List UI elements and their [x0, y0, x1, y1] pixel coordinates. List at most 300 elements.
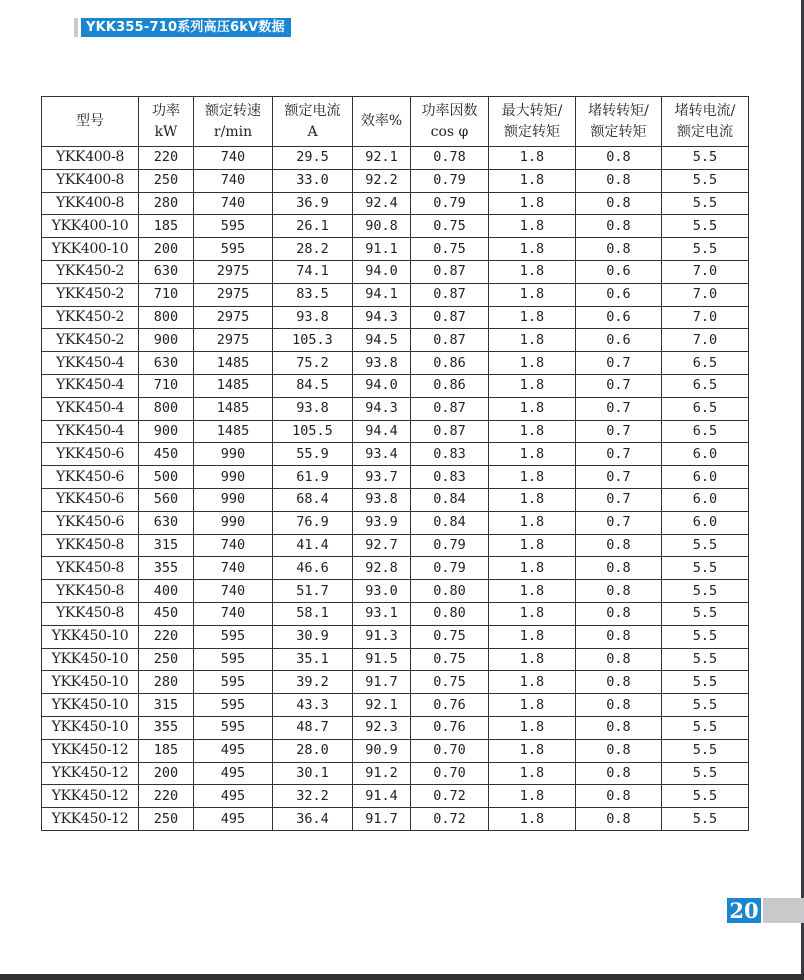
cell-max-torque-ratio: 1.8: [489, 716, 576, 739]
cell-power: 280: [139, 671, 194, 694]
cell-power: 710: [139, 374, 194, 397]
cell-locked-current-ratio: 6.0: [662, 466, 749, 489]
cell-locked-current-ratio: 5.5: [662, 580, 749, 603]
cell-rated-speed: 2975: [194, 260, 273, 283]
cell-power-factor: 0.70: [411, 762, 489, 785]
page-footer: [727, 898, 804, 923]
table-row: [42, 785, 749, 808]
table-row: [42, 625, 749, 648]
table-row: [42, 671, 749, 694]
cell-rated-speed: 2975: [194, 306, 273, 329]
cell-rated-speed: 495: [194, 808, 273, 831]
cell-efficiency: 92.2: [353, 169, 411, 192]
cell-power: 400: [139, 580, 194, 603]
cell-locked-torque-ratio: 0.8: [576, 147, 662, 170]
cell-max-torque-ratio: 1.8: [489, 260, 576, 283]
cell-max-torque-ratio: 1.8: [489, 169, 576, 192]
cell-locked-current-ratio: 5.5: [662, 192, 749, 215]
cell-model: YKK450-8: [42, 557, 139, 580]
cell-rated-current: 105.3: [273, 329, 353, 352]
cell-rated-current: 29.5: [273, 147, 353, 170]
cell-efficiency: 91.5: [353, 648, 411, 671]
table-row: [42, 260, 749, 283]
cell-model: YKK450-10: [42, 671, 139, 694]
cell-efficiency: 94.4: [353, 420, 411, 443]
cell-locked-torque-ratio: 0.6: [576, 283, 662, 306]
cell-rated-current: 84.5: [273, 374, 353, 397]
cell-power: 220: [139, 625, 194, 648]
cell-rated-speed: 740: [194, 192, 273, 215]
table-row: [42, 147, 749, 170]
cell-locked-current-ratio: 5.5: [662, 147, 749, 170]
cell-rated-current: 35.1: [273, 648, 353, 671]
table-row: [42, 397, 749, 420]
cell-power-factor: 0.83: [411, 443, 489, 466]
cell-max-torque-ratio: 1.8: [489, 648, 576, 671]
column-header-line1: 堵转电流/: [674, 102, 736, 119]
cell-power: 185: [139, 215, 194, 238]
cell-model: YKK400-10: [42, 238, 139, 261]
cell-model: YKK450-4: [42, 397, 139, 420]
cell-efficiency: 94.0: [353, 260, 411, 283]
cell-rated-current: 83.5: [273, 283, 353, 306]
cell-locked-current-ratio: 6.5: [662, 352, 749, 375]
cell-max-torque-ratio: 1.8: [489, 808, 576, 831]
cell-locked-current-ratio: 6.0: [662, 488, 749, 511]
cell-model: YKK450-10: [42, 648, 139, 671]
cell-rated-current: 39.2: [273, 671, 353, 694]
cell-rated-current: 58.1: [273, 602, 353, 625]
cell-power-factor: 0.80: [411, 602, 489, 625]
cell-power-factor: 0.79: [411, 192, 489, 215]
cell-power-factor: 0.75: [411, 238, 489, 261]
cell-power: 900: [139, 329, 194, 352]
cell-rated-current: 55.9: [273, 443, 353, 466]
table-row: [42, 716, 749, 739]
cell-locked-current-ratio: 7.0: [662, 283, 749, 306]
cell-locked-current-ratio: 5.5: [662, 762, 749, 785]
cell-locked-torque-ratio: 0.8: [576, 192, 662, 215]
cell-efficiency: 94.3: [353, 397, 411, 420]
cell-rated-current: 30.1: [273, 762, 353, 785]
cell-rated-current: 74.1: [273, 260, 353, 283]
table-header-row: [42, 97, 749, 147]
column-header-line1: 额定电流: [284, 102, 341, 119]
cell-efficiency: 92.3: [353, 716, 411, 739]
cell-power: 800: [139, 306, 194, 329]
cell-locked-torque-ratio: 0.8: [576, 602, 662, 625]
cell-rated-current: 61.9: [273, 466, 353, 489]
cell-model: YKK450-8: [42, 602, 139, 625]
column-header-rated-current: [273, 97, 353, 147]
cell-rated-current: 93.8: [273, 397, 353, 420]
cell-rated-current: 28.0: [273, 739, 353, 762]
column-header-efficiency: [353, 97, 411, 147]
cell-power: 315: [139, 694, 194, 717]
column-header-line2: 额定转矩: [504, 123, 560, 140]
page-bottom-bar: [0, 974, 804, 980]
cell-locked-torque-ratio: 0.7: [576, 466, 662, 489]
cell-efficiency: 92.7: [353, 534, 411, 557]
table-body: [42, 147, 749, 831]
cell-locked-current-ratio: 5.5: [662, 238, 749, 261]
cell-max-torque-ratio: 1.8: [489, 511, 576, 534]
cell-model: YKK400-10: [42, 215, 139, 238]
cell-power-factor: 0.80: [411, 580, 489, 603]
column-header-power-factor: [411, 97, 489, 147]
cell-rated-speed: 740: [194, 534, 273, 557]
table-row: [42, 466, 749, 489]
cell-rated-current: 43.3: [273, 694, 353, 717]
cell-locked-current-ratio: 5.5: [662, 648, 749, 671]
cell-locked-torque-ratio: 0.8: [576, 625, 662, 648]
cell-power-factor: 0.75: [411, 215, 489, 238]
cell-power-factor: 0.87: [411, 397, 489, 420]
cell-model: YKK450-10: [42, 625, 139, 648]
cell-power: 710: [139, 283, 194, 306]
column-header-line2: 额定转矩: [590, 123, 647, 140]
cell-efficiency: 91.2: [353, 762, 411, 785]
table-row: [42, 808, 749, 831]
cell-rated-speed: 595: [194, 694, 273, 717]
table-row: [42, 306, 749, 329]
table-row: [42, 329, 749, 352]
cell-efficiency: 93.4: [353, 443, 411, 466]
cell-rated-speed: 1485: [194, 397, 273, 420]
cell-model: YKK450-10: [42, 716, 139, 739]
cell-locked-current-ratio: 5.5: [662, 169, 749, 192]
cell-power-factor: 0.76: [411, 694, 489, 717]
cell-rated-speed: 740: [194, 169, 273, 192]
cell-efficiency: 91.4: [353, 785, 411, 808]
cell-rated-speed: 740: [194, 557, 273, 580]
cell-locked-current-ratio: 6.0: [662, 443, 749, 466]
cell-max-torque-ratio: 1.8: [489, 238, 576, 261]
column-header-line1: 额定转速: [205, 102, 261, 119]
cell-rated-speed: 495: [194, 785, 273, 808]
cell-power-factor: 0.87: [411, 283, 489, 306]
cell-locked-torque-ratio: 0.8: [576, 808, 662, 831]
cell-locked-current-ratio: 5.5: [662, 671, 749, 694]
cell-power: 800: [139, 397, 194, 420]
cell-max-torque-ratio: 1.8: [489, 534, 576, 557]
cell-locked-torque-ratio: 0.8: [576, 215, 662, 238]
table-row: [42, 557, 749, 580]
column-header-line2: cos φ: [430, 123, 469, 140]
cell-power: 220: [139, 785, 194, 808]
cell-locked-torque-ratio: 0.8: [576, 557, 662, 580]
cell-rated-speed: 740: [194, 602, 273, 625]
table-row: [42, 352, 749, 375]
cell-power: 500: [139, 466, 194, 489]
cell-locked-current-ratio: 5.5: [662, 716, 749, 739]
cell-max-torque-ratio: 1.8: [489, 557, 576, 580]
cell-rated-current: 93.8: [273, 306, 353, 329]
cell-power: 200: [139, 762, 194, 785]
column-header-line2: 额定电流: [677, 123, 733, 140]
cell-max-torque-ratio: 1.8: [489, 694, 576, 717]
cell-model: YKK400-8: [42, 169, 139, 192]
cell-power-factor: 0.83: [411, 466, 489, 489]
cell-rated-speed: 595: [194, 671, 273, 694]
cell-efficiency: 93.8: [353, 352, 411, 375]
cell-locked-torque-ratio: 0.7: [576, 488, 662, 511]
cell-efficiency: 94.1: [353, 283, 411, 306]
cell-locked-torque-ratio: 0.8: [576, 739, 662, 762]
cell-max-torque-ratio: 1.8: [489, 420, 576, 443]
cell-power: 900: [139, 420, 194, 443]
table-row: [42, 443, 749, 466]
cell-rated-current: 41.4: [273, 534, 353, 557]
cell-locked-current-ratio: 6.0: [662, 511, 749, 534]
cell-rated-current: 76.9: [273, 511, 353, 534]
table-row: [42, 192, 749, 215]
cell-rated-current: 33.0: [273, 169, 353, 192]
cell-max-torque-ratio: 1.8: [489, 488, 576, 511]
cell-locked-torque-ratio: 0.8: [576, 580, 662, 603]
cell-efficiency: 92.8: [353, 557, 411, 580]
cell-efficiency: 90.8: [353, 215, 411, 238]
table-row: [42, 511, 749, 534]
cell-power-factor: 0.87: [411, 306, 489, 329]
cell-power-factor: 0.79: [411, 534, 489, 557]
page-number: 20: [727, 898, 761, 923]
cell-power-factor: 0.86: [411, 352, 489, 375]
cell-power-factor: 0.78: [411, 147, 489, 170]
cell-locked-current-ratio: 7.0: [662, 329, 749, 352]
cell-power-factor: 0.70: [411, 739, 489, 762]
column-header-model: [42, 97, 139, 147]
column-header-line1: 堵转转矩/: [588, 102, 649, 119]
cell-model: YKK450-10: [42, 694, 139, 717]
cell-locked-torque-ratio: 0.7: [576, 352, 662, 375]
cell-model: YKK450-12: [42, 762, 139, 785]
table-row: [42, 762, 749, 785]
column-header-locked-torque-ratio: [576, 97, 662, 147]
cell-rated-current: 32.2: [273, 785, 353, 808]
cell-locked-torque-ratio: 0.6: [576, 260, 662, 283]
column-header-line1: 功率: [152, 102, 180, 119]
cell-rated-speed: 990: [194, 511, 273, 534]
cell-max-torque-ratio: 1.8: [489, 215, 576, 238]
cell-rated-speed: 1485: [194, 420, 273, 443]
cell-efficiency: 92.4: [353, 192, 411, 215]
cell-power: 630: [139, 511, 194, 534]
table-row: [42, 420, 749, 443]
cell-max-torque-ratio: 1.8: [489, 329, 576, 352]
table-row: [42, 739, 749, 762]
cell-locked-torque-ratio: 0.8: [576, 671, 662, 694]
cell-power-factor: 0.87: [411, 260, 489, 283]
table-row: [42, 602, 749, 625]
cell-efficiency: 92.1: [353, 147, 411, 170]
cell-locked-current-ratio: 5.5: [662, 602, 749, 625]
motor-spec-table: [41, 96, 749, 831]
cell-model: YKK450-2: [42, 329, 139, 352]
cell-efficiency: 93.7: [353, 466, 411, 489]
cell-max-torque-ratio: 1.8: [489, 739, 576, 762]
cell-model: YKK450-2: [42, 260, 139, 283]
table-row: [42, 238, 749, 261]
table-row: [42, 648, 749, 671]
table-row: [42, 283, 749, 306]
column-header-line1: 功率因数: [421, 102, 478, 119]
cell-locked-current-ratio: 5.5: [662, 739, 749, 762]
cell-locked-torque-ratio: 0.8: [576, 785, 662, 808]
cell-power-factor: 0.87: [411, 420, 489, 443]
cell-locked-current-ratio: 5.5: [662, 215, 749, 238]
cell-efficiency: 94.5: [353, 329, 411, 352]
cell-locked-torque-ratio: 0.7: [576, 443, 662, 466]
cell-power-factor: 0.87: [411, 329, 489, 352]
column-header-line1: 型号: [76, 113, 104, 129]
cell-max-torque-ratio: 1.8: [489, 374, 576, 397]
cell-power-factor: 0.75: [411, 648, 489, 671]
cell-power: 250: [139, 648, 194, 671]
cell-locked-current-ratio: 5.5: [662, 534, 749, 557]
section-title: YKK355-710系列高压6kV数据: [81, 18, 291, 37]
cell-model: YKK400-8: [42, 147, 139, 170]
cell-locked-current-ratio: 6.5: [662, 397, 749, 420]
cell-rated-speed: 495: [194, 762, 273, 785]
column-header-line2: A: [307, 123, 318, 140]
cell-rated-speed: 595: [194, 648, 273, 671]
column-header-max-torque-ratio: [489, 97, 576, 147]
cell-max-torque-ratio: 1.8: [489, 192, 576, 215]
cell-power: 250: [139, 169, 194, 192]
cell-locked-torque-ratio: 0.8: [576, 694, 662, 717]
cell-power-factor: 0.86: [411, 374, 489, 397]
table-row: [42, 534, 749, 557]
cell-power: 280: [139, 192, 194, 215]
cell-model: YKK450-6: [42, 466, 139, 489]
cell-model: YKK450-4: [42, 420, 139, 443]
column-header-line1: 效率%: [360, 113, 403, 129]
cell-locked-current-ratio: 5.5: [662, 625, 749, 648]
column-header-line2: r/min: [213, 123, 253, 140]
cell-max-torque-ratio: 1.8: [489, 306, 576, 329]
cell-power-factor: 0.72: [411, 808, 489, 831]
cell-efficiency: 91.7: [353, 808, 411, 831]
cell-locked-torque-ratio: 0.8: [576, 716, 662, 739]
cell-max-torque-ratio: 1.8: [489, 397, 576, 420]
cell-power-factor: 0.75: [411, 625, 489, 648]
cell-locked-current-ratio: 5.5: [662, 694, 749, 717]
cell-rated-current: 51.7: [273, 580, 353, 603]
cell-efficiency: 91.1: [353, 238, 411, 261]
cell-rated-speed: 740: [194, 580, 273, 603]
cell-power-factor: 0.79: [411, 557, 489, 580]
cell-rated-speed: 990: [194, 488, 273, 511]
cell-model: YKK450-8: [42, 534, 139, 557]
cell-efficiency: 93.9: [353, 511, 411, 534]
cell-rated-current: 105.5: [273, 420, 353, 443]
cell-max-torque-ratio: 1.8: [489, 352, 576, 375]
cell-max-torque-ratio: 1.8: [489, 785, 576, 808]
cell-locked-torque-ratio: 0.7: [576, 397, 662, 420]
table-row: [42, 169, 749, 192]
cell-rated-current: 30.9: [273, 625, 353, 648]
cell-model: YKK450-6: [42, 443, 139, 466]
table-row: [42, 488, 749, 511]
cell-power: 450: [139, 443, 194, 466]
cell-rated-speed: 1485: [194, 374, 273, 397]
cell-locked-current-ratio: 6.5: [662, 420, 749, 443]
cell-model: YKK450-2: [42, 306, 139, 329]
cell-power: 220: [139, 147, 194, 170]
cell-rated-speed: 595: [194, 625, 273, 648]
table-row: [42, 215, 749, 238]
cell-efficiency: 92.1: [353, 694, 411, 717]
cell-power: 185: [139, 739, 194, 762]
cell-efficiency: 93.8: [353, 488, 411, 511]
page-number-strip: [763, 898, 804, 923]
cell-model: YKK450-4: [42, 352, 139, 375]
cell-model: YKK450-12: [42, 785, 139, 808]
cell-power-factor: 0.75: [411, 671, 489, 694]
table-row: [42, 694, 749, 717]
cell-rated-speed: 740: [194, 147, 273, 170]
cell-power: 315: [139, 534, 194, 557]
cell-model: YKK450-8: [42, 580, 139, 603]
cell-model: YKK450-12: [42, 739, 139, 762]
cell-model: YKK400-8: [42, 192, 139, 215]
cell-power-factor: 0.84: [411, 511, 489, 534]
cell-rated-current: 28.2: [273, 238, 353, 261]
table-row: [42, 580, 749, 603]
cell-rated-speed: 990: [194, 443, 273, 466]
section-header: [74, 18, 291, 37]
cell-rated-speed: 990: [194, 466, 273, 489]
cell-power: 450: [139, 602, 194, 625]
cell-power: 630: [139, 260, 194, 283]
cell-efficiency: 93.0: [353, 580, 411, 603]
column-header-power: [139, 97, 194, 147]
cell-rated-current: 26.1: [273, 215, 353, 238]
cell-locked-current-ratio: 5.5: [662, 557, 749, 580]
table-row: [42, 374, 749, 397]
cell-locked-torque-ratio: 0.7: [576, 511, 662, 534]
cell-locked-current-ratio: 5.5: [662, 808, 749, 831]
cell-model: YKK450-6: [42, 488, 139, 511]
cell-max-torque-ratio: 1.8: [489, 283, 576, 306]
cell-rated-speed: 495: [194, 739, 273, 762]
cell-locked-torque-ratio: 0.8: [576, 238, 662, 261]
cell-rated-speed: 595: [194, 716, 273, 739]
cell-rated-speed: 2975: [194, 329, 273, 352]
cell-rated-speed: 595: [194, 238, 273, 261]
cell-locked-torque-ratio: 0.8: [576, 648, 662, 671]
title-accent-bar: [74, 18, 78, 37]
cell-max-torque-ratio: 1.8: [489, 147, 576, 170]
cell-locked-torque-ratio: 0.6: [576, 329, 662, 352]
cell-locked-torque-ratio: 0.7: [576, 420, 662, 443]
cell-power: 355: [139, 716, 194, 739]
cell-locked-current-ratio: 7.0: [662, 306, 749, 329]
cell-max-torque-ratio: 1.8: [489, 671, 576, 694]
column-header-line2: kW: [154, 123, 178, 140]
cell-rated-speed: 2975: [194, 283, 273, 306]
cell-rated-current: 46.6: [273, 557, 353, 580]
cell-max-torque-ratio: 1.8: [489, 580, 576, 603]
cell-model: YKK450-2: [42, 283, 139, 306]
cell-rated-speed: 595: [194, 215, 273, 238]
cell-model: YKK450-12: [42, 808, 139, 831]
cell-power: 560: [139, 488, 194, 511]
cell-rated-speed: 1485: [194, 352, 273, 375]
cell-power-factor: 0.84: [411, 488, 489, 511]
cell-power-factor: 0.76: [411, 716, 489, 739]
